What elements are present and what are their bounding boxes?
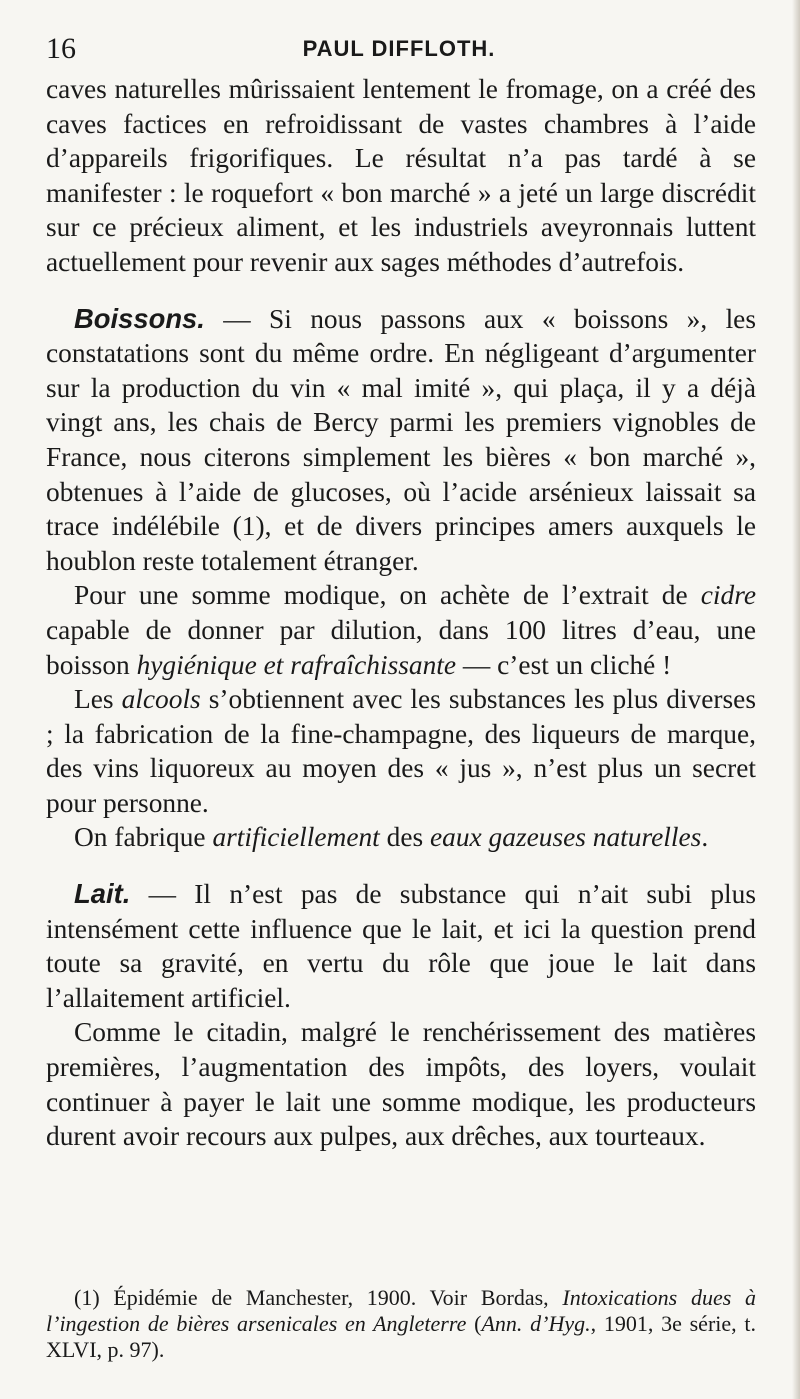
section-heading-lait: Lait. [74,878,131,910]
italic-text: cidre [700,580,756,611]
italic-text: eaux gazeuses naturelles [430,822,702,853]
page-number: 16 [46,32,76,65]
paragraph-text: — Il n’est pas de substance qui n’ait subi plus intensément cette influence que le lait, et ici la question prend toute sa gravité, en vertu du rôle que joue le lait dans l’allaitement artificiel. [46,879,756,1013]
body-text [46,72,756,1154]
italic-text: hygiénique et rafraîchissante [136,649,457,680]
text-run: Pour une somme modique, on achète de l’extrait de [74,580,701,611]
text-run: . [701,822,709,853]
text-run: (1) Épidémie de Manchester, 1900. Voir Bordas, [74,1285,563,1310]
paragraph [46,578,756,682]
text-run: — c’est un cliché ! [456,649,672,680]
text-run: capable de donner par dilution, dans 100 litres d’eau, une boisson [46,614,756,680]
text-run: Les [74,684,122,715]
section-heading-boissons: Boissons. [74,302,205,334]
page-edge-shadow [792,0,800,1399]
text-run: ( [466,1311,482,1336]
text-run: , 1901, 3e série, t. XLVI, p. 97). [46,1311,757,1362]
italic-text: alcools [121,684,201,715]
text-run: s’obtiennent avec les substances les plus diverses ; la fabrication de la fine-champagne, des liqueurs de marque, des vins liquoreux au moyen des « jus », n’est plus un secret pour personne. [46,684,756,818]
paragraph-lait [46,877,756,1015]
footnote [46,1285,756,1363]
running-head: PAUL DIFFLOTH. [302,36,496,61]
text-run: des [379,822,430,853]
paragraph: Comme le citadin, malgré le renchérissement des matières premières, l’augmentation des impôts, des loyers, voulait continuer à payer le lait une somme modique, les producteurs durent avoir recours aux pulpes, aux drêches, aux tourteaux. [46,1017,756,1152]
paragraph-text: — Si nous passons aux « boissons », les constatations sont du même ordre. En négligeant d’argumenter sur la production du vin « mal imité », qui plaça, il y a déjà vingt ans, les chais de Bercy parmi les premiers vignobles de France, nous citerons simplement les bières « bon marché », obtenues à l’aide de glucoses, où l’acide arsénieux laissait sa trace indélébile (1), et de divers principes amers auxquels le houblon reste totalement étranger. [46,303,756,576]
italic-text: artificiellement [212,822,380,853]
italic-text: Ann. d’Hyg. [481,1311,591,1336]
italic-text: Intoxications dues à l’ingestion de bières arsenicales en Angleterre [46,1285,756,1336]
paragraph-boissons [46,302,756,579]
text-run: On fabrique [74,822,213,853]
page-header [46,32,752,72]
paragraph [46,682,756,820]
footnote-text [46,1285,756,1363]
paragraph: caves naturelles mûrissaient lentement le fromage, on a créé des caves factices en refroidissant de vastes chambres à l’aide d’appareils frigorifiques. Le résultat n’a pas tardé à se manifester : le roquefort « bon marché » a jeté un large discrédit sur ce précieux aliment, et les industriels aveyronnais luttent actuellement pour revenir aux sages méthodes d’autrefois. [46,74,756,277]
paragraph [46,820,756,855]
